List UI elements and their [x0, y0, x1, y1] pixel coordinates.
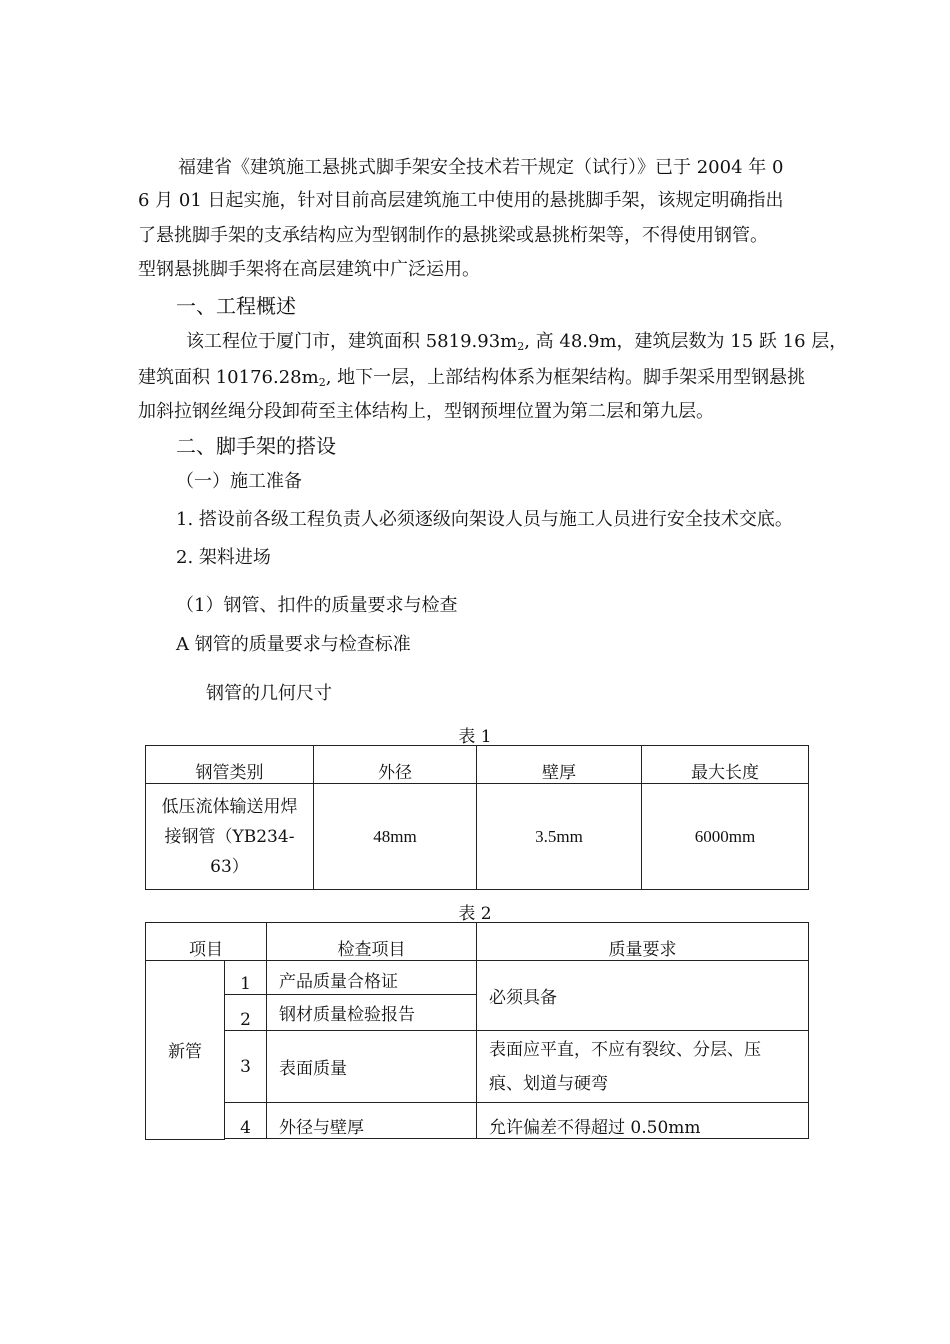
- table2-requirement-surface: 表面应平直，不应有裂纹、分层、压 痕、划道与硬弯: [477, 1031, 809, 1103]
- table1-cell-type: 低压流体输送用焊 接钢管（YB234- 63）: [146, 784, 314, 890]
- table1-cell-diameter: 48mm: [314, 784, 477, 890]
- overview-line-1: 该工程位于厦门市，建筑面积 $5819.93m_2$, 高 48.9m，建筑层数为 15 跃 16 层，: [186, 331, 848, 353]
- table2-requirement-cert: 必须具备: [477, 961, 809, 1031]
- table1: [145, 745, 809, 890]
- prep-item-4: A 钢管的质量要求与检查标准: [176, 634, 411, 655]
- intro-line-3: 了悬挑脚手架的支承结构应为型钢制作的悬挑梁或悬挑桁架等，不得使用钢管。: [138, 225, 768, 246]
- table2-row-number: 3: [225, 1031, 267, 1103]
- section-heading-scaffold: 二、脚手架的搭设: [176, 434, 336, 458]
- prep-item-3: （1）钢管、扣件的质量要求与检查: [176, 595, 458, 616]
- table1-cell-thickness: 3.5mm: [477, 784, 642, 890]
- table1-header-diameter: 外径: [314, 746, 477, 784]
- table2-header-requirement: 质量要求: [477, 923, 809, 961]
- table2-row-item: 表面质量: [267, 1031, 477, 1103]
- pipe-dimension-label: 钢管的几何尺寸: [206, 683, 332, 704]
- table2-row-item: 外径与壁厚: [267, 1103, 477, 1139]
- subsection-preparation: （一）施工准备: [176, 471, 302, 492]
- prep-item-1: 1. 搭设前各级工程负责人必须逐级向架设人员与施工人员进行安全技术交底。: [176, 509, 793, 530]
- table2-row-item: 产品质量合格证: [267, 961, 477, 995]
- prep-item-2: 2. 架料进场: [176, 547, 271, 568]
- table2-header-project: 项目: [146, 923, 267, 961]
- table2-row-number: 1: [225, 961, 267, 995]
- table1-caption: 表 1: [458, 727, 492, 747]
- table2-requirement-tolerance: 允许偏差不得超过 0.50mm: [477, 1103, 809, 1139]
- table1-header-length: 最大长度: [642, 746, 809, 784]
- table1-header-thickness: 壁厚: [477, 746, 642, 784]
- table2-row-item: 钢材质量检验报告: [267, 995, 477, 1031]
- intro-line-1: 福建省《建筑施工悬挑式脚手架安全技术若干规定（试行）》已于 2004 年 0: [178, 157, 784, 178]
- table1-header-type: 钢管类别: [146, 746, 314, 784]
- overview-line-3: 加斜拉钢丝绳分段卸荷至主体结构上，型钢预埋位置为第二层和第九层。: [138, 401, 714, 422]
- table2-header-check-item: 检查项目: [267, 923, 477, 961]
- intro-line-2: 6 月 01 日起实施，针对目前高层建筑施工中使用的悬挑脚手架，该规定明确指出: [138, 190, 784, 211]
- table2-row-number: 4: [225, 1103, 267, 1139]
- intro-line-4: 型钢悬挑脚手架将在高层建筑中广泛运用。: [138, 259, 480, 280]
- table2: [145, 922, 809, 1140]
- table1-cell-length: 6000mm: [642, 784, 809, 890]
- overview-line-2: 建筑面积 $10176.28m_2$, 地下一层，上部结构体系为框架结构。脚手架采用型钢悬挑: [138, 367, 806, 389]
- table2-group-new-pipe: 新管: [146, 961, 225, 1140]
- table2-row-number: 2: [225, 995, 267, 1031]
- section-heading-overview: 一、工程概述: [176, 294, 296, 318]
- table2-caption: 表 2: [458, 904, 492, 924]
